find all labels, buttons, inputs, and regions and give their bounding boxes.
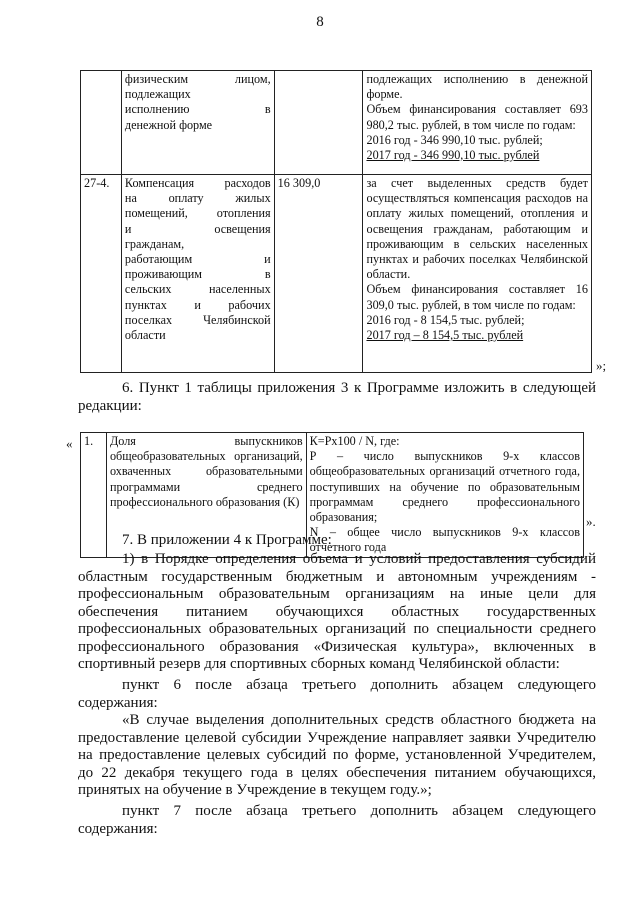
volume-text: Объем финансирования составляет 16 309,0 тыс. рублей, в том числе по годам:: [366, 282, 588, 312]
n-definition-text: N – общее число выпускников 9-х классов отчетного года: [309, 525, 580, 555]
row-amount-cell: [274, 71, 363, 175]
closing-quote: »;: [596, 358, 607, 373]
paragraph-7-1: 1) в Порядке определения объема и условий предоставления субсидий областным государственным бюджетным и автономным учреждениям - профессиональным образовательным организациям на иные цели для обеспечения питанием обучающихся областных государственных профессиональных образовательных организаций по специальности среднего профессионального образования «Физическая культура», включенных в спортивный резерв для спортивных сборных команд Челябинской области:: [78, 551, 596, 672]
row-description-cell: [363, 175, 592, 373]
row-number-cell: 27-4.: [81, 175, 122, 373]
program-table: [80, 70, 592, 373]
row-description-cell: [363, 71, 592, 175]
year-2016-text: 2016 год - 346 990,10 тыс. рублей;: [366, 132, 543, 147]
row-number-cell: [81, 71, 122, 175]
row-name-cell: физическим лицом, подлежащих исполнению в денежной форме: [121, 71, 274, 175]
year-2017-text: 2017 год - 346 990,10 тыс. рублей: [366, 148, 540, 163]
paragraph-6: 6. Пункт 1 таблицы приложения 3 к Программе изложить в следующей редакции:: [78, 380, 596, 414]
year-2017-text: 2017 год – 8 154,5 тыс. рублей: [366, 328, 524, 343]
p-definition-text: Р – число выпускников 9-х классов общеобразовательных организаций отчетного года, поступивших на обучение по образовательным программам среднего профессионального образования;: [309, 449, 580, 525]
paragraph-7: 7. В приложении 4 к Программе:: [122, 532, 332, 548]
formula-text: К=Рх100 / N, где:: [309, 434, 400, 448]
opening-quote: «: [66, 436, 73, 451]
description-text: подлежащих исполнению в денежной форме.: [366, 72, 588, 102]
paragraph-point-6: пункт 6 после абзаца третьего дополнить абзацем следующего содержания:: [78, 677, 596, 711]
paragraph-point-7: пункт 7 после абзаца третьего дополнить абзацем следующего содержания:: [78, 803, 596, 837]
table-row: [81, 175, 592, 373]
closing-quote-2: ».: [586, 514, 596, 529]
volume-text: Объем финансирования составляет 693 980,2 тыс. рублей, в том числе по годам:: [366, 102, 588, 132]
row-amount-cell: 16 309,0: [274, 175, 363, 373]
row-name-cell: Компенсация расходов на оплату жилых помещений, отопления и освещения гражданам, работающим и проживающим в сельских населенных пунктах и рабочих поселках Челябинской области: [121, 175, 274, 373]
indicator-name-cell: Доля выпускников общеобразовательных организаций, охваченных образовательными программами среднего профессионального образования (К): [106, 433, 306, 558]
table-row: [81, 71, 592, 175]
year-2016-text: 2016 год - 8 154,5 тыс. рублей;: [366, 312, 525, 327]
description-text: за счет выделенных средств будет осуществляться компенсация расходов на оплату жилых помещений, отопления и освещения гражданам, работающим и проживающим в сельских населенных пунктах и рабочих поселках Челябинской области.: [366, 176, 588, 282]
row-number-cell: 1.: [81, 433, 107, 558]
paragraph-quote: «В случае выделения дополнительных средств областного бюджета на предоставление целевой субсидии Учреждение направляет заявки Учредителю на предоставление целевых субсидий по форме, установленной Учредителем, до 22 декабря текущего года в целях обеспечения питанием обучающихся, принятых на обучение в Учреждение в текущем году.»;: [78, 712, 596, 798]
page-number: 8: [316, 14, 324, 30]
